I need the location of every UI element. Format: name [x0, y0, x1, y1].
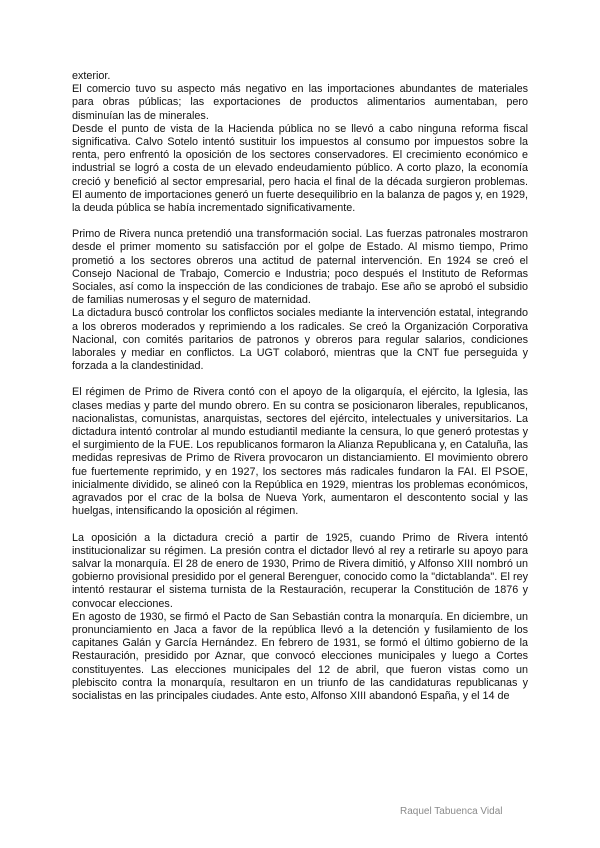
- paragraph: exterior.: [72, 70, 111, 82]
- footer-author: Raquel Tabuenca Vidal: [400, 806, 503, 817]
- paragraph: La dictadura buscó controlar los conflictos sociales mediante la intervención estatal, integrando a los obreros moderados y reprimiendo a los radicales. Se creó la Organización Corporativa Nacional, con comités paritarios de patronos y obreros para regular salarios, condiciones laborales y mediar en conflictos. La UGT colaboró, mientras que la CNT fue perseguida y forzada a la clandestinidad.: [72, 307, 528, 373]
- paragraph: El régimen de Primo de Rivera contó con el apoyo de la oligarquía, el ejército, la Iglesia, las clases medias y parte del mundo obrero. En su contra se posicionaron liberales, republicanos, nacionalistas, comunistas, anarquistas, sectores del ejército, intelectuales y universitarios. La dictadura intentó controlar al mundo estudiantil mediante la censura, lo que generó protestas y el surgimiento de la FUE. Los republicanos formaron la Alianza Republicana y, en Cataluña, las medidas represivas de Primo de Rivera provocaron un distanciamiento. El movimiento obrero fue fuertemente reprimido, y en 1927, los sectores más radicales fundaron la FAI. El PSOE, inicialmente dividido, se alineó con la República en 1929, mientras los problemas económicos, agravados por el crac de la bolsa de Nueva York, aumentaron el descontento social y las huelgas, intensificando la oposición al régimen.: [72, 386, 528, 518]
- paragraph: Desde el punto de vista de la Hacienda pública no se llevó a cabo ninguna reforma fiscal significativa. Calvo Sotelo intentó sustituir los impuestos al consumo por impuestos sobre la renta, pero enfrentó la oposición de los sectores conservadores. El crecimiento económico e industrial se logró a costa de un elevado endeudamiento público. A corto plazo, la economía creció y benefició al sector empresarial, pero hacia el final de la década surgieron problemas. El aumento de importaciones generó un fuerte desequilibrio en la balanza de pagos y, en 1929, la deuda pública se había incrementado significativamente.: [72, 122, 528, 215]
- paragraph: En agosto de 1930, se firmó el Pacto de San Sebastián contra la monarquía. En diciembre, un pronunciamiento en Jaca a favor de la república llevó a la detención y fusilamiento de los capitanes Galán y García Hernández. En febrero de 1931, se formó el último gobierno de la Restauración, presidido por Aznar, que convocó elecciones municipales y luego a Cortes constituyentes. Las elecciones municipales del 12 de abril, que fueron vistas como un plebiscito contra la monarquía, resultaron en un triunfo de las candidaturas republicanas y socialistas en las principales ciudades. Ante esto, Alfonso XIII abandonó España, y el 14 de: [72, 610, 528, 702]
- document-body: [72, 70, 528, 716]
- section-support-opposition: [72, 386, 528, 518]
- paragraph: El comercio tuvo su aspecto más negativo en las importaciones abundantes de materiales para obras públicas; las exportaciones de productos alimentarios aumentaban, pero disminuían las de minerales.: [72, 83, 528, 122]
- paragraph: Primo de Rivera nunca pretendió una transformación social. Las fuerzas patronales mostraron desde el primer momento su satisfacción por el golpe de Estado. Al mismo tiempo, Primo prometió a los sectores obreros una actitud de paternal intervención. En 1924 se creó el Consejo Nacional de Trabajo, Comercio e Industria; poco después el Instituto de Reformas Sociales, así como la inspección de las condiciones de trabajo. Ese año se aprobó el subsidio de familias numerosas y el seguro de maternidad.: [72, 228, 528, 307]
- section-fall-of-dictatorship: [72, 532, 528, 704]
- section-economy: [72, 70, 528, 215]
- section-social-policy: [72, 228, 528, 373]
- paragraph: La oposición a la dictadura creció a partir de 1925, cuando Primo de Rivera intentó institucionalizar su régimen. La presión contra el dictador llevó al rey a retirarle su apoyo para salvar la monarquía. El 28 de enero de 1930, Primo de Rivera dimitió, y Alfonso XIII nombró un gobierno provisional presidido por el general Berenguer, conocido como la "dictablanda". El rey intentó restaurar el sistema turnista de la Restauración, recuperar la Constitución de 1876 y convocar elecciones.: [72, 531, 528, 610]
